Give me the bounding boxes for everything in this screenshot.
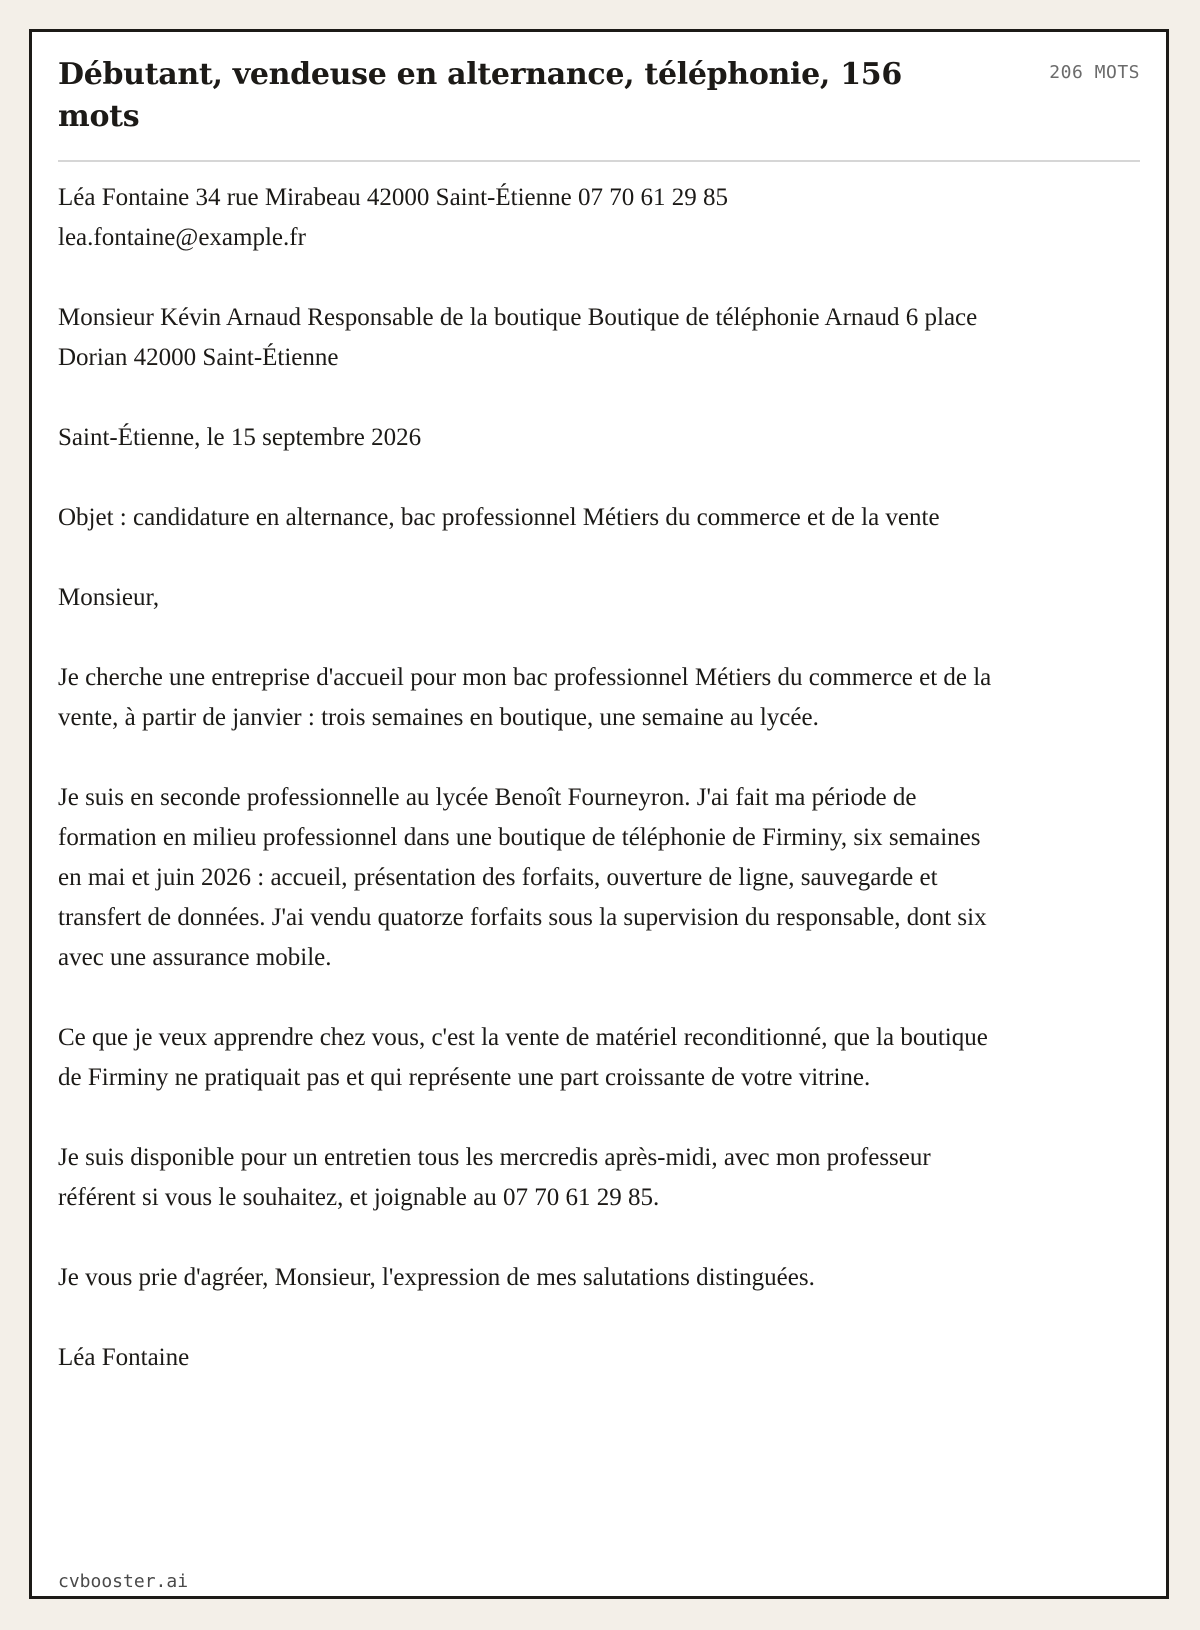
closing-line: Je vous prie d'agréer, Monsieur, l'expression de mes salutations distinguées. bbox=[58, 1264, 815, 1291]
paragraph-3: Ce que je veux apprendre chez vous, c'est la vente de matériel reconditionné, que la boutique de Firminy ne pratiquait pas et qui représente une part croissante de votre vitrine. bbox=[58, 1024, 988, 1091]
paragraph-2: Je suis en seconde professionnelle au lycée Benoît Fourneyron. J'ai fait ma période de formation en milieu professionnel dans une boutique de téléphonie de Firminy, six semaines en mai et juin 2026 : accueil, présentation des forfaits, ouverture de ligne, sauvegarde et transfert de données. J'ai vendu quatorze forfaits sous la supervision du responsable, dont six avec une assurance mobile. bbox=[58, 784, 987, 971]
subject-line: Objet : candidature en alternance, bac professionnel Métiers du commerce et de la vente bbox=[58, 504, 940, 531]
letter-header bbox=[58, 52, 1140, 162]
letter-body bbox=[58, 178, 1118, 1418]
paragraph-1: Je cherche une entreprise d'accueil pour mon bac professionnel Métiers du commerce et de la vente, à partir de janvier : trois semaines en boutique, une semaine au lycée. bbox=[58, 664, 992, 731]
footer-brand: cvbooster.ai bbox=[58, 1571, 189, 1592]
paragraph-4: Je suis disponible pour un entretien tous les mercredis après-midi, avec mon professeur référent si vous le souhaitez, et joignable au 07 70 61 29 85. bbox=[58, 1144, 931, 1211]
signature: Léa Fontaine bbox=[58, 1344, 190, 1371]
letter-card bbox=[29, 29, 1169, 1599]
recipient-block: Monsieur Kévin Arnaud Responsable de la boutique Boutique de téléphonie Arnaud 6 place Dorian 42000 Saint-Étienne bbox=[58, 304, 978, 371]
page-title: Débutant, vendeuse en alternance, téléphonie, 156 mots bbox=[58, 57, 902, 134]
word-count-badge: 206 MOTS bbox=[1049, 62, 1140, 83]
sender-block: Léa Fontaine 34 rue Mirabeau 42000 Saint-Étienne 07 70 61 29 85 lea.fontaine@example.fr bbox=[58, 184, 728, 251]
salutation: Monsieur, bbox=[58, 584, 160, 611]
date-line: Saint-Étienne, le 15 septembre 2026 bbox=[58, 424, 422, 451]
